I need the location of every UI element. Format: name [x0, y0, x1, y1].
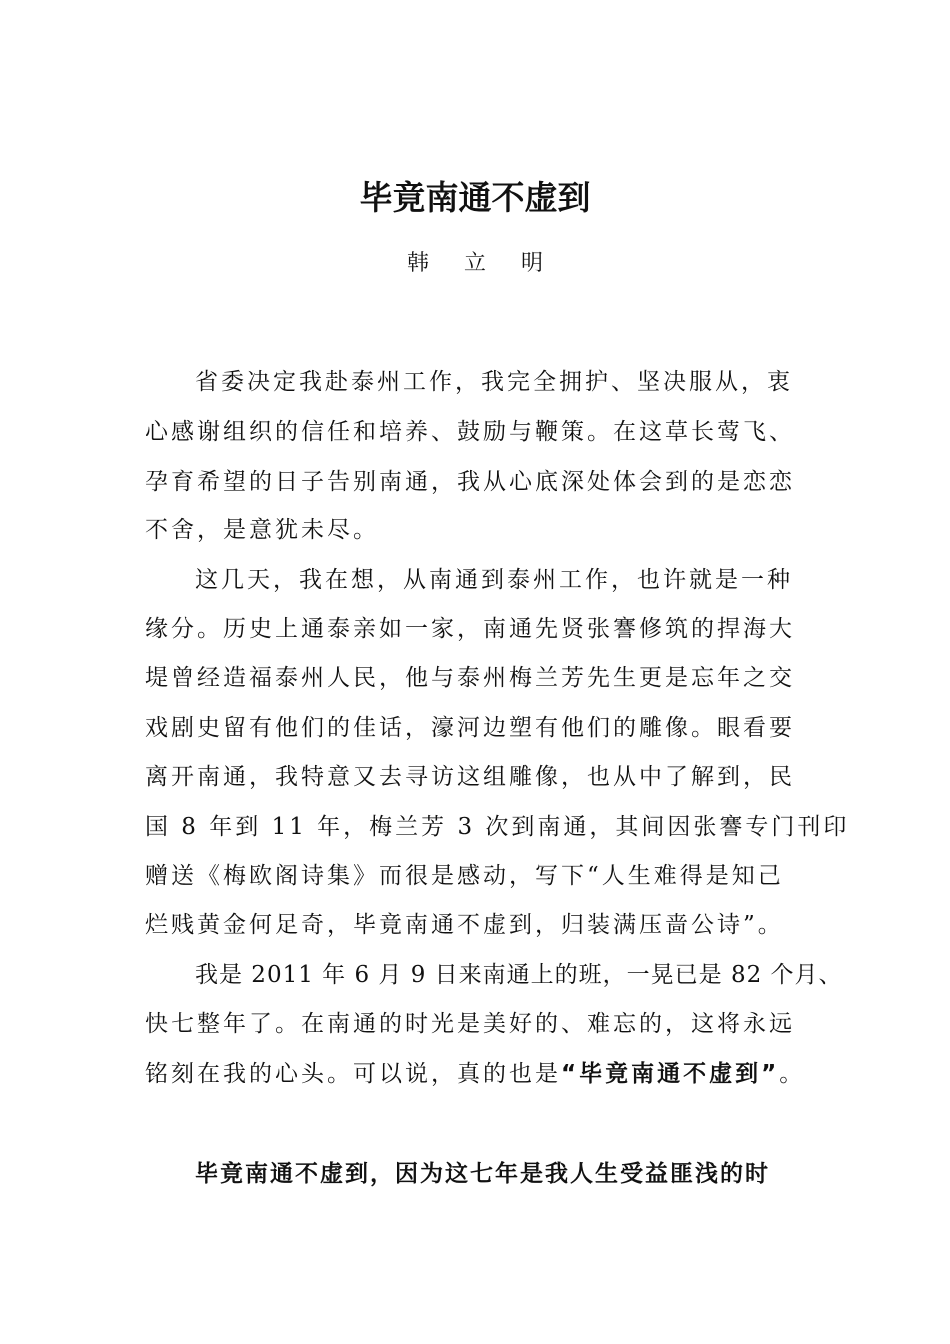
bold-paragraph-line: 毕竟南通不虚到，因为这七年是我人生受益匪浅的时	[195, 1161, 770, 1187]
text-line-emphasis	[145, 1055, 805, 1088]
text-line: 戏剧史留有他们的佳话，濠河边塑有他们的雕像。眼看要	[145, 715, 795, 741]
text-line: 不舍，是意犹未尽。	[145, 517, 379, 543]
text-segment: 铭刻在我的心头。可以说，真的也是	[145, 1061, 561, 1087]
text-line: 省委决定我赴泰州工作，我完全拥护、坚决服从，衷	[195, 369, 793, 395]
text-line: 快七整年了。在南通的时光是美好的、难忘的，这将永远	[145, 1011, 795, 1037]
text-line: 孕育希望的日子告别南通，我从心底深处体会到的是恋恋	[145, 469, 795, 495]
text-line: 我是 2011 年 6 月 9 日来南通上的班，一晃已是 82 个月、	[195, 962, 843, 988]
emphasis-quote: “毕竟南通不虚到”	[561, 1061, 780, 1087]
text-line: 国 8 年到 11 年，梅兰芳 3 次到南通，其间因张謇专门刊印	[145, 814, 850, 840]
text-line: 烂贱黄金何足奇，毕竟南通不虚到，归装满压啬公诗”。	[145, 912, 784, 938]
text-line: 离开南通，我特意又去寻访这组雕像，也从中了解到，民	[145, 764, 795, 790]
text-line: 堤曾经造福泰州人民，他与泰州梅兰芳先生更是忘年之交	[145, 665, 795, 691]
text-segment: 。	[779, 1061, 806, 1087]
text-line: 赠送《梅欧阁诗集》而很是感动，写下“人生难得是知己	[145, 863, 784, 889]
text-line: 这几天，我在想，从南通到泰州工作，也许就是一种	[195, 567, 793, 593]
text-line: 缘分。历史上通泰亲如一家，南通先贤张謇修筑的捍海大	[145, 616, 795, 642]
article-author: 韩 立 明	[407, 251, 557, 276]
article-title: 毕竟南通不虚到	[359, 178, 591, 217]
text-line: 心感谢组织的信任和培养、鼓励与鞭策。在这草长莺飞、	[145, 419, 795, 445]
